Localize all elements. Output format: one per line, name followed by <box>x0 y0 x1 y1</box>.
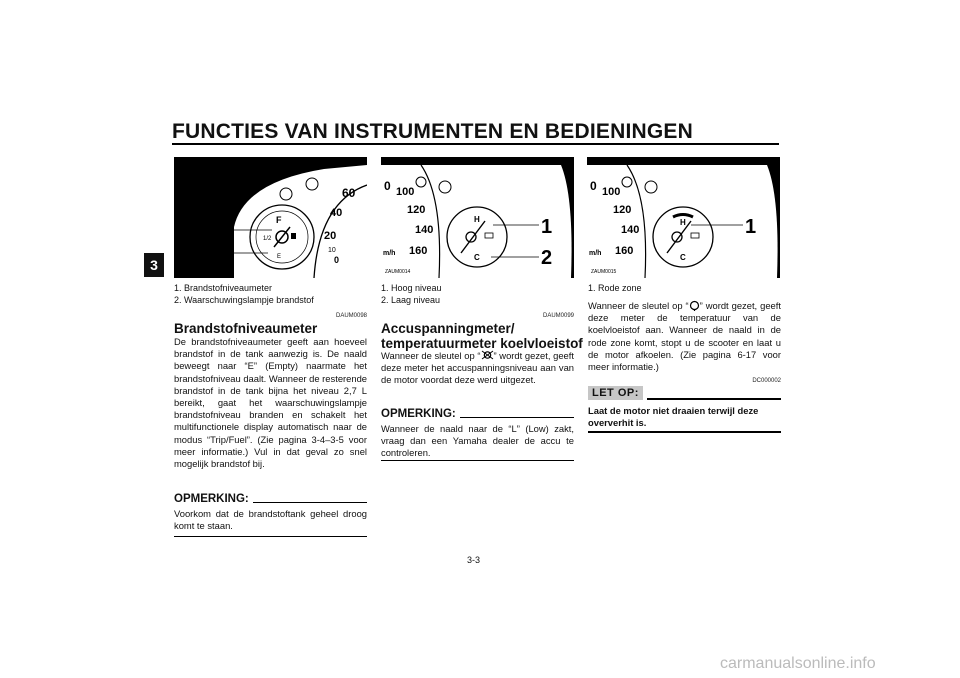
gauge-h-label: H <box>474 215 480 224</box>
speed-120-label: 120 <box>407 204 426 216</box>
speed-160-label: 160 <box>615 245 634 257</box>
section-heading: Brandstofniveaumeter <box>174 321 318 336</box>
section-code: DAUM0098 <box>335 313 367 319</box>
gauge-c-label: C <box>680 253 686 262</box>
caption-item: 2. Laag niveau <box>381 294 441 305</box>
caption-item: 1. Brandstofniveaumeter <box>174 283 273 293</box>
figure-callout-2: 2 <box>541 247 553 269</box>
battery-temperature-gauge-figure <box>381 157 574 278</box>
speed-10-label: 10 <box>328 247 336 254</box>
page-header-title: FUNCTIES VAN INSTRUMENTEN EN BEDIENINGEN <box>172 120 693 143</box>
note-label: OPMERKING: <box>174 493 249 505</box>
note-text: Voorkom dat de brandstoftank geheel droog komt te staan. <box>174 508 367 532</box>
section-heading-line: Accuspanningmeter/ <box>381 321 515 336</box>
gauge-e-label: E <box>277 254 282 260</box>
speed-60-label: 60 <box>342 186 356 200</box>
speed-140-label: 140 <box>621 224 640 236</box>
caption-item: 1. Hoog niveau <box>381 283 442 293</box>
speed-unit-label: m/h <box>589 250 602 257</box>
caution-code: DC000002 <box>752 378 781 384</box>
fuel-pump-icon <box>291 233 296 239</box>
caution-label: LET OP: <box>588 386 643 400</box>
speed-140-label: 140 <box>415 224 434 236</box>
note-heading <box>174 493 367 505</box>
figure-callout-2: 2 <box>202 246 210 261</box>
figure-caption-list <box>588 283 642 295</box>
note-heading <box>381 408 574 420</box>
note-end-rule <box>174 536 367 537</box>
speed-unit-label: m/h <box>383 250 396 257</box>
note-end-rule <box>381 460 574 461</box>
page-number: 3-3 <box>467 555 481 565</box>
note-label: OPMERKING: <box>381 408 456 420</box>
figure-callout-1: 1 <box>202 223 210 238</box>
watermark: carmanualsonline.info <box>720 655 876 672</box>
gauge-c-label: C <box>474 253 480 262</box>
body-text-part: Wanneer de sleutel op “ <box>381 350 481 361</box>
caution-end-rule <box>588 431 781 433</box>
speed-20-label: 20 <box>324 230 337 242</box>
caption-item: 2. Waarschuwingslampje brandstof <box>174 294 314 305</box>
caution-heading <box>588 386 781 400</box>
caution-text: Laat de motor niet draaien terwijl deze oververhit is. <box>588 405 759 429</box>
body-text-part: Wanneer de sleutel op “ <box>588 300 689 311</box>
key-on-icon <box>689 300 700 311</box>
key-on-icon <box>481 350 494 360</box>
speed-zero-label: 0 <box>590 179 597 193</box>
figure-caption-list <box>381 283 442 306</box>
caption-item: 1. Rode zone <box>588 283 642 293</box>
speed-40-label: 40 <box>330 207 343 219</box>
body-text-part: ” wordt gezet, geeft deze meter de temperatuur van de koelvloeistof aan. Wanneer de naald in de rode zone komt, stopt u de scooter en laat u de motor afkoelen. (Zie pagina 6-17 voor meer informatie.) <box>588 300 781 373</box>
figure-callout-1: 1 <box>745 216 757 238</box>
figure-code: ZAUM0012 <box>178 269 204 275</box>
body-text-part: ” wordt gezet, geeft deze meter het accuspanningsniveau aan van de motor voordat deze werd uitgezet. <box>381 350 574 386</box>
temperature-gauge-red-zone-figure <box>587 157 780 278</box>
gauge-half-label: 1/2 <box>263 236 272 242</box>
figure-callout-1: 1 <box>541 216 553 238</box>
note-text: Wanneer de naald naar de “L” (Low) zakt, vraag dan een Yamaha dealer de accu te controleren. <box>381 423 574 459</box>
speed-0-label: 0 <box>334 255 340 265</box>
section-heading <box>381 321 583 351</box>
gauge-h-label: H <box>680 218 686 227</box>
gauge-f-label: F <box>276 215 282 225</box>
figure-caption-list <box>174 283 314 306</box>
figure-code: ZAUM0014 <box>385 269 411 275</box>
speed-160-label: 160 <box>409 245 428 257</box>
chapter-tab: 3 <box>144 253 164 277</box>
section-code: DAUM0099 <box>542 313 574 319</box>
speed-120-label: 120 <box>613 204 632 216</box>
section-body <box>381 350 574 387</box>
section-heading-line: temperatuurmeter koelvloeistof <box>381 336 583 351</box>
speed-100-label: 100 <box>396 186 415 198</box>
section-body: De brandstofniveaumeter geeft aan hoeveel brandstof in de tank aanwezig is. De naald beweegt naar “E” (Empty) naarmate het brandstofniveau daalt. Wanneer de resterende brandstof in de tank bijna het niveau 2,7 L bereikt, gaat het waarschuwingslampje brandstofniveau branden en schakelt het multifunctionele display automatisch naar de modus “Trip/Fuel”. (Zie pagina 3-4–3-5 voor meer informatie.) Vul in dat geval zo snel mogelijk brandstof bij. <box>174 336 368 470</box>
speed-zero-label: 0 <box>384 179 391 193</box>
header-rule <box>172 143 779 145</box>
speed-100-label: 100 <box>602 186 621 198</box>
fuel-gauge-figure <box>174 157 367 278</box>
section-body <box>588 300 781 373</box>
figure-code: ZAUM0015 <box>591 269 617 275</box>
